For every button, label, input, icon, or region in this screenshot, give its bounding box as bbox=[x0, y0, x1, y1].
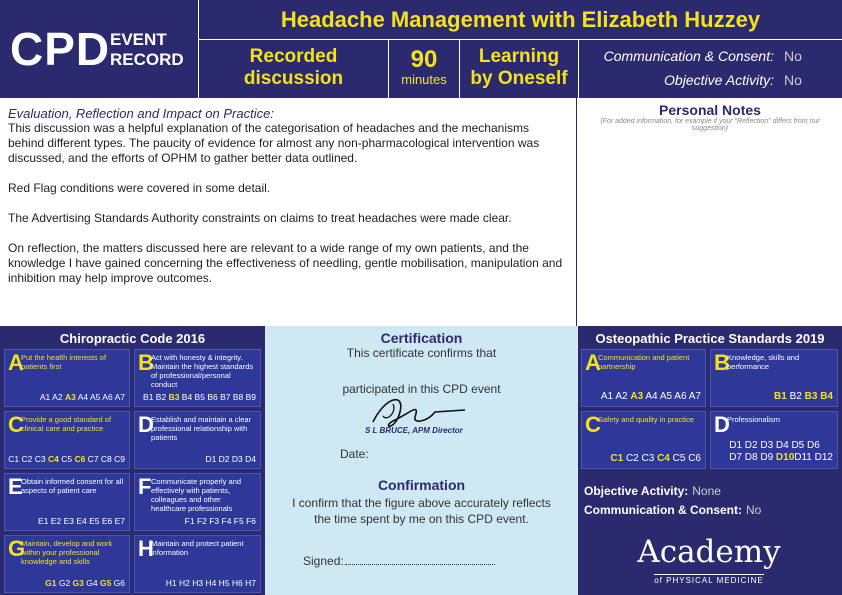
director-name: S L BRUCE, APM Director bbox=[365, 426, 463, 435]
card-letter: B bbox=[138, 350, 154, 375]
chiro-card-g bbox=[4, 535, 130, 593]
personal-notes-section[interactable] bbox=[578, 98, 842, 326]
comm-consent-row bbox=[604, 48, 812, 64]
card-text: Maintain and protect patient information bbox=[151, 539, 244, 557]
card-letter: A bbox=[585, 350, 601, 375]
card-codes: F1 F2 F3 F4 F5 F6 bbox=[184, 516, 256, 526]
reflection-paragraph: Red Flag conditions were covered in some detail. bbox=[8, 181, 271, 195]
card-codes: C1 C2 C3 C4 C5 C6 bbox=[610, 453, 701, 464]
personal-notes-hint: (For added information, for example if your "Reflection" differs from our suggestion) bbox=[600, 118, 820, 132]
certification-heading: Certification bbox=[380, 330, 463, 346]
chiro-card-c bbox=[4, 411, 130, 469]
chiro-card-b bbox=[134, 349, 261, 407]
osteo-comm-label: Communication & Consent: bbox=[584, 503, 742, 517]
card-text: Knowledge, skills and performance bbox=[727, 353, 800, 371]
card-letter: C bbox=[8, 412, 24, 437]
format-line-2: discussion bbox=[243, 68, 344, 89]
duration-box bbox=[389, 40, 460, 98]
event-format-bar bbox=[198, 40, 578, 98]
card-letter: E bbox=[8, 474, 23, 499]
chiropractic-code-section bbox=[0, 326, 265, 595]
learning-line-1: Learning bbox=[478, 46, 560, 67]
card-codes: E1 E2 E3 E4 E5 E6 E7 bbox=[38, 516, 125, 526]
card-text: Act with honesty & integrity. Maintain the highest standards of professional/personal conduct bbox=[151, 353, 254, 389]
osteo-objective-value: None bbox=[692, 484, 721, 498]
academy-wordmark: Academy bbox=[637, 534, 781, 570]
osteopathic-standards-section bbox=[578, 326, 842, 595]
reflection-paragraph: The Advertising Standards Authority constraints on claims to treat headaches were made clear. bbox=[8, 211, 512, 225]
card-text: Establish and maintain a clear professional relationship with patients bbox=[151, 415, 252, 442]
card-codes: D1 D2 D3 D4 bbox=[205, 454, 256, 464]
reflection-section bbox=[0, 98, 577, 326]
osteo-comm-value: No bbox=[746, 503, 762, 517]
card-codes: A1 A2 A3 A4 A5 A6 A7 bbox=[39, 392, 125, 402]
card-text: Provide a good standard of clinical care and practice bbox=[21, 415, 112, 433]
comm-consent-label: Communication & Consent: bbox=[603, 48, 774, 64]
osteo-objective-label: Objective Activity: bbox=[584, 484, 689, 498]
card-text: Maintain, develop and work within your professional knowledge and skills bbox=[21, 539, 113, 566]
certification-line-1: This certificate confirms that bbox=[346, 346, 497, 360]
card-text: Professionalism bbox=[727, 415, 780, 424]
duration-value: 90 bbox=[410, 46, 438, 73]
date-label: Date: bbox=[340, 447, 369, 461]
objective-activity-row bbox=[664, 72, 812, 88]
card-letter: B bbox=[714, 350, 730, 375]
confirmation-block bbox=[265, 471, 578, 527]
cpd-label: CPD bbox=[10, 23, 111, 75]
event-label: EVENT bbox=[110, 30, 167, 49]
record-label: RECORD bbox=[110, 50, 184, 69]
osteo-activity-summary bbox=[584, 484, 761, 517]
osteopathic-heading: Osteopathic Practice Standards 2019 bbox=[595, 331, 825, 346]
comm-consent-value: No bbox=[784, 48, 802, 64]
signed-label: Signed: bbox=[303, 554, 344, 568]
card-text: Communication and patient partnership bbox=[598, 353, 690, 371]
duration-unit: minutes bbox=[401, 72, 447, 87]
card-text: Communicate properly and effectively with patients, colleagues and other healthcare professionals bbox=[151, 477, 242, 513]
academy-logo bbox=[634, 534, 784, 588]
card-codes: H1 H2 H3 H4 H5 H6 H7 bbox=[165, 578, 256, 588]
chiro-card-d bbox=[134, 411, 261, 469]
card-codes: B1 B2 B3 B4 bbox=[774, 391, 833, 402]
osteo-card-d bbox=[710, 411, 838, 469]
signature-line[interactable] bbox=[345, 564, 495, 565]
card-letter: H bbox=[138, 536, 154, 561]
confirmation-heading: Confirmation bbox=[377, 477, 466, 493]
card-codes: D1 D2 D3 D4 D5 D6 D7 D8 D9 D10D11 D12 bbox=[729, 440, 833, 463]
card-codes: B1 B2 B3 B4 B5 B6 B7 B8 B9 bbox=[143, 392, 256, 402]
event-title: Headache Management with Elizabeth Huzzey bbox=[198, 0, 842, 40]
certification-section bbox=[265, 326, 578, 595]
academy-subtitle: of PHYSICAL MEDICINE bbox=[654, 576, 764, 585]
activity-flags bbox=[578, 40, 842, 98]
card-letter: F bbox=[138, 474, 152, 499]
confirmation-text: I confirm that the figure above accurately reflects the time spent by me on this CPD event. bbox=[292, 496, 551, 526]
reflection-heading: Evaluation, Reflection and Impact on Practice: bbox=[8, 106, 274, 121]
format-box bbox=[199, 40, 389, 98]
learning-line-2: by Oneself bbox=[470, 68, 568, 89]
certification-line-2: participated in this CPD event bbox=[342, 382, 501, 396]
chiro-card-a bbox=[4, 349, 130, 407]
chiro-card-h bbox=[134, 535, 261, 593]
card-letter: C bbox=[585, 412, 601, 437]
card-codes: G1 G2 G3 G4 G5 G6 bbox=[45, 578, 125, 588]
chiropractic-heading: Chiropractic Code 2016 bbox=[59, 331, 206, 346]
personal-notes-heading: Personal Notes bbox=[659, 102, 761, 118]
chiro-card-e bbox=[4, 473, 130, 531]
osteo-card-a bbox=[581, 349, 706, 407]
card-letter: D bbox=[138, 412, 154, 437]
reflection-paragraph: On reflection, the matters discussed here are relevant to a wide range of my own patients, and the knowledge I have gained concerning the effectiveness of needling, gentle mobilisation, manipulation and inhibition may help improve outcomes. bbox=[8, 241, 563, 285]
learning-type-box bbox=[459, 40, 579, 98]
cpd-logo-block bbox=[0, 0, 198, 98]
chiro-card-f bbox=[134, 473, 261, 531]
objective-activity-value: No bbox=[784, 72, 802, 88]
reflection-paragraph: This discussion was a helpful explanation of the categorisation of headaches and the mechanisms behind different types. The paucity of evidence for almost any non-pharmacological intervention was discussed, and the efforts of OPHM to gather better data outlined. bbox=[8, 121, 540, 165]
objective-activity-label: Objective Activity: bbox=[664, 72, 774, 88]
card-letter: A bbox=[8, 350, 24, 375]
card-text: Put the health interests of patients first bbox=[21, 353, 107, 371]
card-text: Safety and quality in practice bbox=[598, 415, 694, 424]
osteo-card-b bbox=[710, 349, 838, 407]
card-letter: D bbox=[714, 412, 730, 437]
card-codes: C1 C2 C3 C4 C5 C6 C7 C8 C9 bbox=[8, 454, 125, 464]
format-line-1: Recorded bbox=[249, 46, 338, 67]
card-text: Obtain informed consent for all aspects of patient care bbox=[21, 477, 124, 495]
card-codes: A1 A2 A3 A4 A5 A6 A7 bbox=[600, 391, 701, 402]
osteo-card-c bbox=[581, 411, 706, 469]
event-record-label bbox=[110, 30, 184, 70]
card-letter: G bbox=[8, 536, 26, 561]
